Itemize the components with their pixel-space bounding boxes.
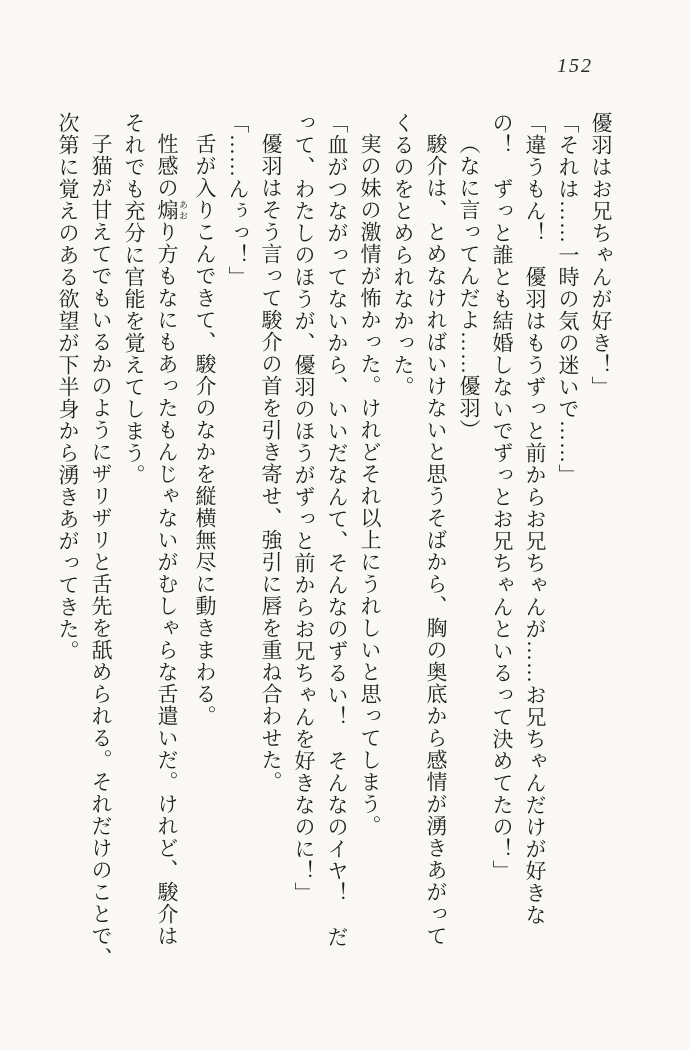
text-column: の！ ずっと誰とも結婚しないでずっとお兄ちゃんといるって決めてたの！」 [490, 112, 514, 882]
text-column: 性感の煽 あおり方もなにもあったもんじゃないがむしゃらな舌遣いだ。けれど、駿介は [155, 133, 188, 947]
text-column: 駿介は、とめなければいけないと思うそばから、胸の奥底から感情が湧きあがって [424, 133, 448, 947]
text-column: 「それは……一時の気の迷いで……」 [556, 112, 580, 486]
text-column: （なに言ってんだよ……優羽） [457, 133, 481, 441]
text-column: 「違うもん！ 優羽はもうずっと前からお兄ちゃんが……お兄ちゃんだけが好きな [523, 112, 547, 926]
text-column: 「……んぅっ！」 [226, 112, 250, 288]
text-column: くるのをとめられなかった。 [391, 112, 415, 398]
text-column: 実の妹の激情が怖かった。けれどそれ以上にうれしいと思ってしまう。 [358, 133, 382, 837]
text-column: って、わたしのほうが、優羽のほうがずっと前からお兄ちゃんを好きなのに！」 [292, 112, 316, 904]
text-column: 舌が入りこんできて、駿介のなかを縦横無尽に動きまわる。 [193, 133, 217, 727]
text-column: 優羽はお兄ちゃんが好き！」 [589, 112, 613, 398]
text-column: 子猫が甘えてでもいるかのようにザリザリと舌先を舐められる。それだけのことで、 [89, 133, 113, 969]
text-column: 次第に覚えのある欲望が下半身から湧きあがってきた。 [56, 112, 80, 662]
page-number: 152 [557, 55, 593, 77]
text-column: それでも充分に官能を覚えてしまう。 [122, 112, 146, 486]
furigana-ruby: 煽 あお [155, 199, 188, 221]
text-column: 優羽はそう言って駿介の首を引き寄せ、強引に唇を重ね合わせた。 [259, 133, 283, 793]
text-column: 「血がつながってないから、いいだなんて、そんなのずるい！ そんなのイヤ！ だ [325, 112, 349, 948]
text-body [51, 112, 617, 992]
